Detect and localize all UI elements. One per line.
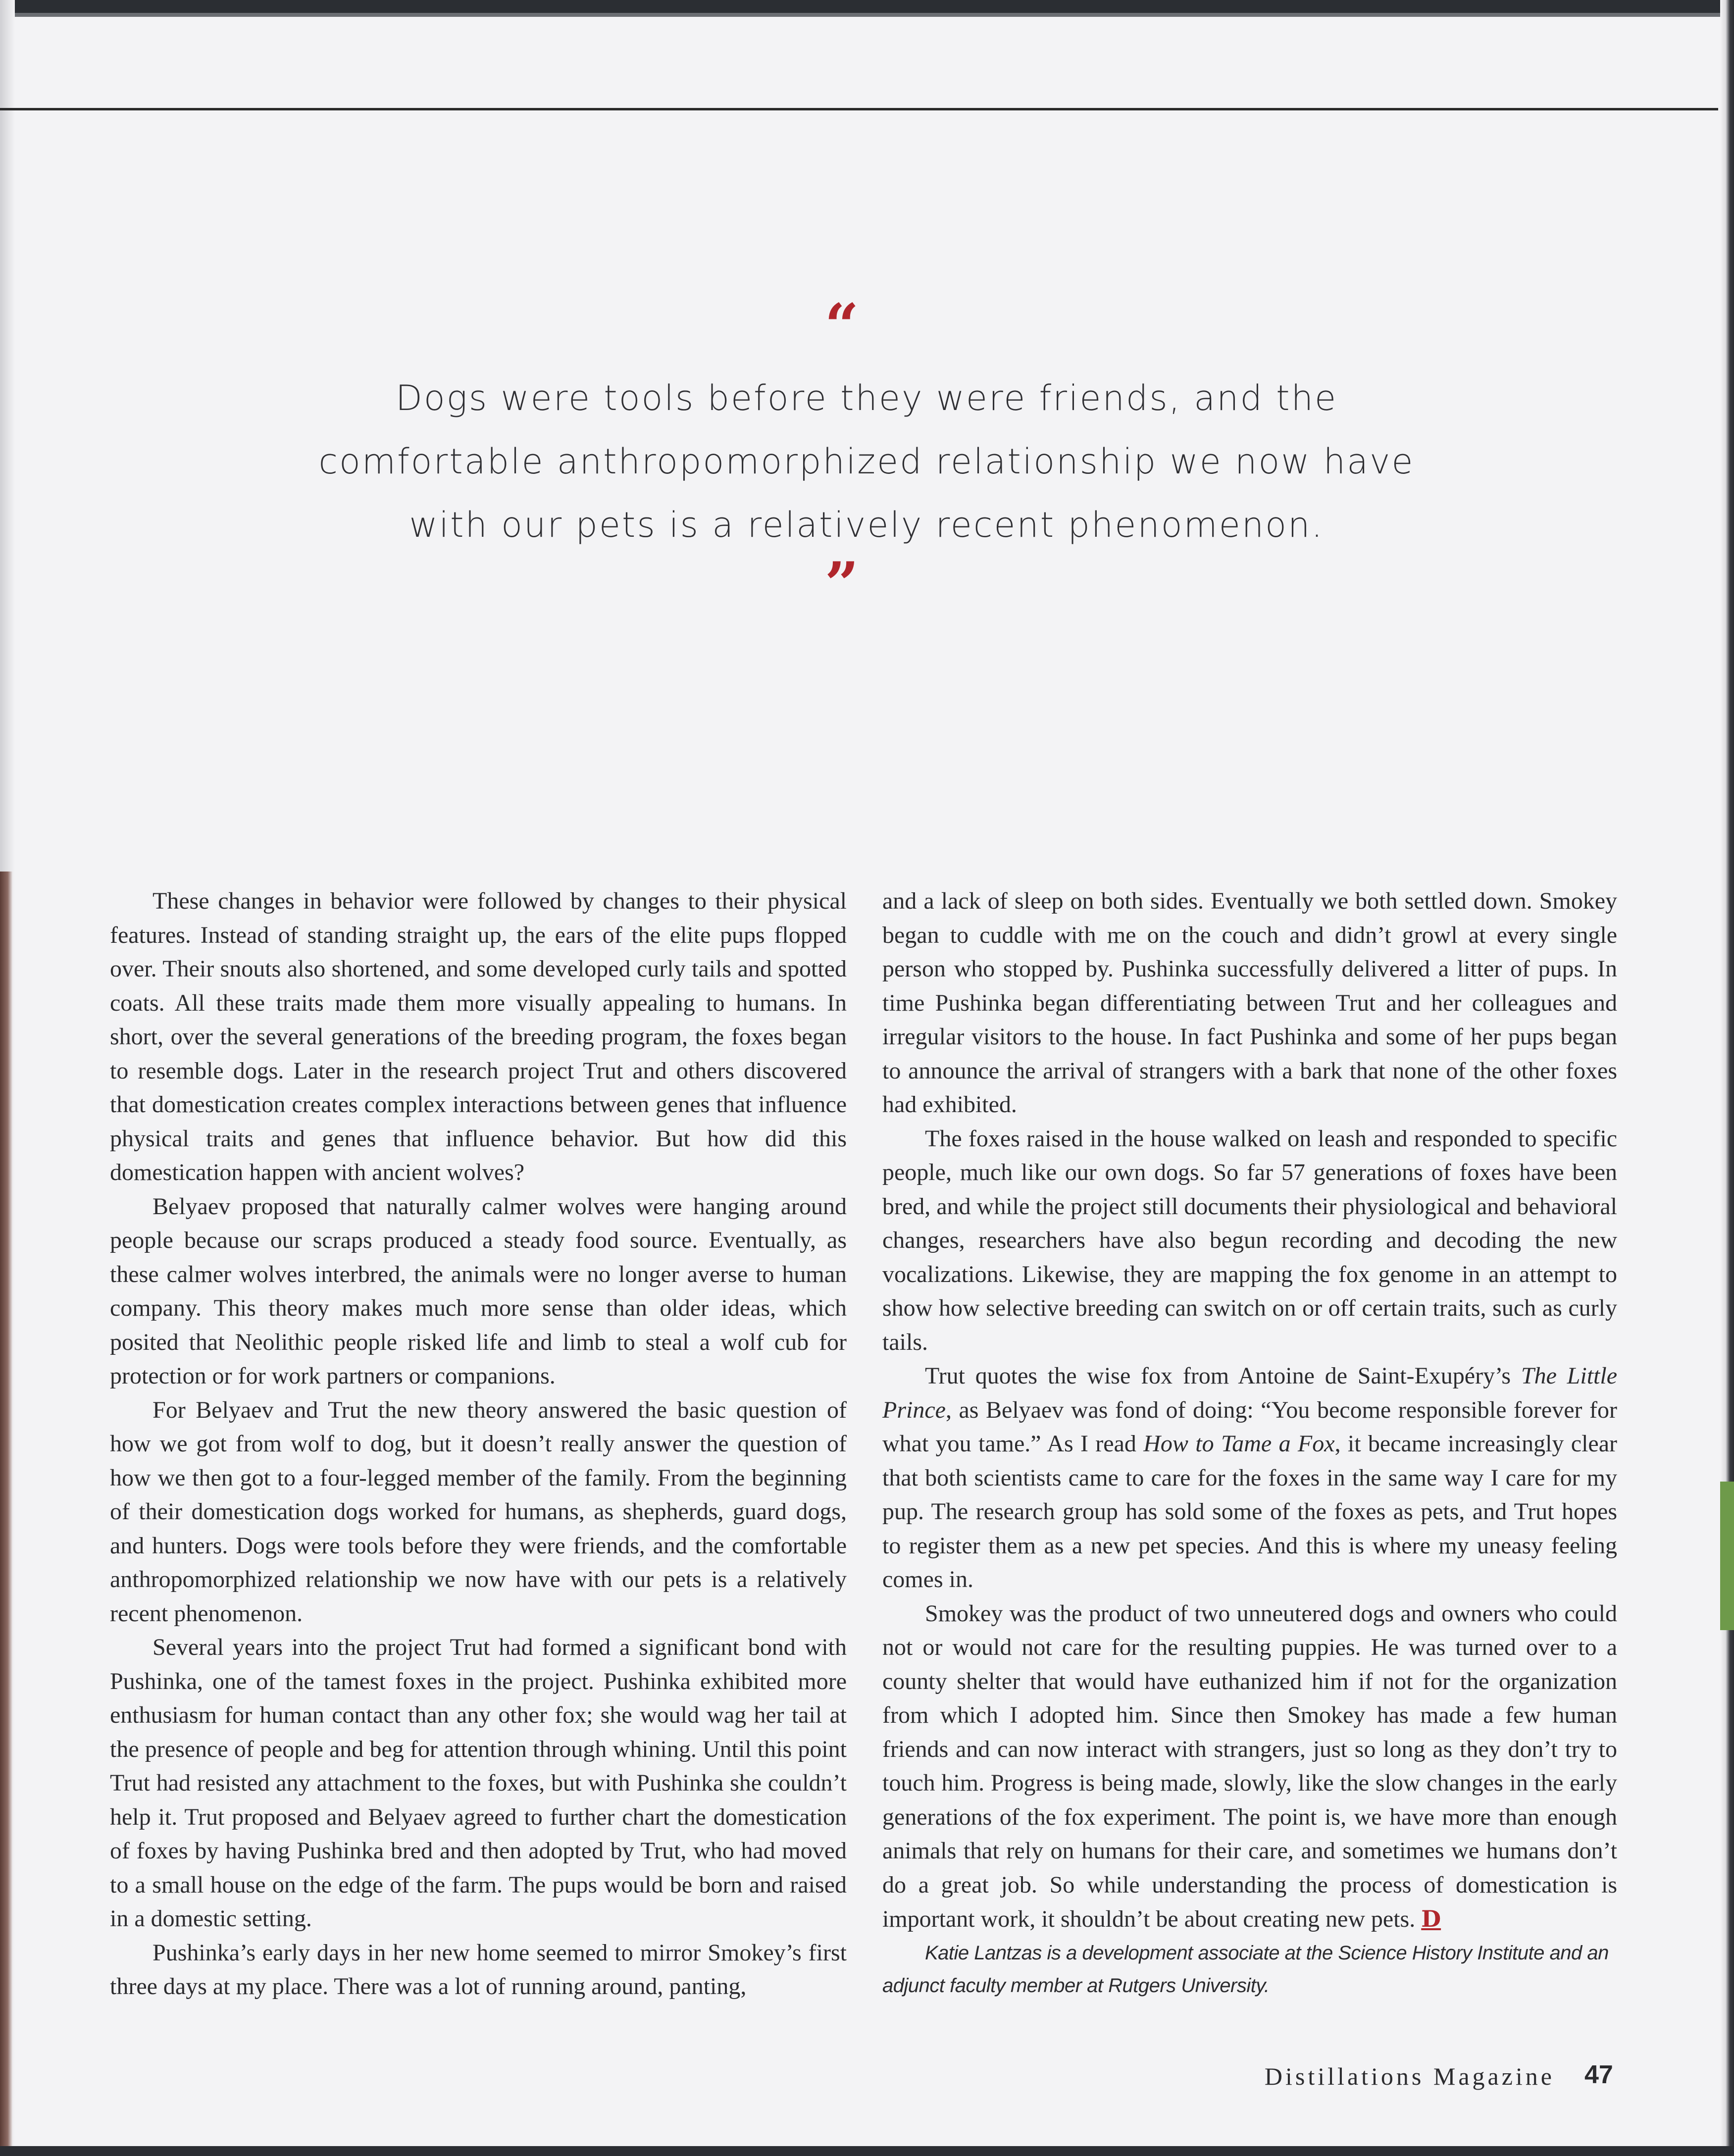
- text-run: Smokey was the product of two unneutered dogs and owners who could not or would not care for the resulting puppies. He was turned over to a county shelter that would have euthanized him if not for the organization from which I adopted him. Since then Smokey has made a few human friends and can now interact with strangers, just so long as they don’t try to touch him. Progress is being made, slowly, like the slow changes in the early generations of the fox experiment. The point is, we have more than enough animals that rely on humans for their care, and sometimes we humans don’t do a great job. So while understanding the process of domestication is important work, it shouldn’t be about creating new pets.: [882, 1600, 1617, 1932]
- scan-bottom-edge: [0, 2146, 1734, 2156]
- paragraph-final: [882, 1597, 1617, 1937]
- end-of-article-mark: D: [1421, 1905, 1441, 1932]
- paragraph: For Belyaev and Trut the new theory answered the basic question of how we got from wolf to dog, but it doesn’t really answer the question of how we then got to a four-legged member of the family. From the beginning of their domestication dogs worked for humans, as shepherds, guard dogs, and hunters. Dogs were tools before they were friends, and the comfortable anthropomorphized relationship we now have with our pets is a relatively recent phenomenon.: [110, 1396, 847, 1627]
- text-run: , as Belyaev was fond of doing: “You become responsible forever for what you tame.” As I read: [882, 1396, 1617, 1457]
- scan-top-edge: [0, 0, 1734, 13]
- scan-top-edge-shadow: [0, 13, 1734, 17]
- facing-page-sliver: [0, 872, 13, 2156]
- page-tab-marker: [1720, 1482, 1734, 1630]
- pull-quote: Dogs were tools before they were friends, and the comfortable anthropomorphized relationship we now have with our pets is a relatively recent phenomenon.: [318, 378, 1415, 545]
- paragraph: Several years into the project Trut had formed a significant bond with Pushinka, one of the tamest foxes in the project. Pushinka exhibited more enthusiasm for human contact than any other fox; she would wag her tail at the presence of people and beg for attention through whining. Until this point Trut had resisted any attachment to the foxes, but with Pushinka she couldn’t help it. Trut proposed and Belyaev agreed to further chart the domestication of foxes by having Pushinka bred and then adopted by Trut, who had moved to a small house on the edge of the farm. The pups would be born and raised in a domestic setting.: [110, 1634, 847, 1932]
- paragraph-with-titles: [882, 1359, 1617, 1597]
- text-run: , it became increasingly clear that both scientists came to care for the foxes in the same way I care for my pup. The research group has sold some of the foxes as pets, and Trut hopes to register them as a new pet species. And this is where my uneasy feeling comes in.: [882, 1431, 1618, 1592]
- text-run: Trut quotes the wise fox from Antoine de Saint-Exupéry’s: [925, 1363, 1521, 1389]
- paragraph: Belyaev proposed that naturally calmer wolves were hanging around people because our scraps produced a steady food source. Eventually, as these calmer wolves interbred, the animals were no longer averse to human company. This theory makes much more sense than older ideas, which posited that Neolithic people risked life and limb to steal a wolf cub for protection or for work partners or companions.: [110, 1193, 847, 1389]
- close-quote-mark: ”: [824, 549, 859, 619]
- paragraph: Pushinka’s early days in her new home seemed to mirror Smokey’s first three days at my place. There was a lot of running around, panting,: [110, 1939, 847, 2000]
- book-title: How to Tame a Fox: [1143, 1431, 1335, 1457]
- paragraph: and a lack of sleep on both sides. Eventually we both settled down. Smokey began to cuddle with me on the couch and didn’t growl at every single person who stopped by. Pushinka successfully delivered a litter of pups. In time Pushinka began differentiating between Trut and her colleagues and irregular visitors to the house. In fact Pushinka and some of her pups began to announce the arrival of strangers with a bark that none of the other foxes had exhibited.: [882, 888, 1617, 1118]
- paragraph: These changes in behavior were followed by changes to their physical features. Instead of standing straight up, the ears of the elite pups flopped over. Their snouts also shortened, and some developed curly tails and spotted coats. All these traits made them more visually appealing to humans. In short, over the several generations of the breeding program, the foxes began to resemble dogs. Later in the research project Trut and others discovered that domestication creates complex interactions between genes that influence physical traits and genes that influence behavior. But how did this domestication happen with ancient wolves?: [110, 888, 847, 1185]
- article-column-right: [882, 884, 1617, 2002]
- header-rule: [0, 108, 1718, 110]
- author-bio: Katie Lantzas is a development associate at the Science History Institute and an adjunct faculty member at Rutgers University.: [882, 1942, 1609, 1997]
- paragraph: The foxes raised in the house walked on leash and responded to specific people, much like our own dogs. So far 57 generations of foxes have been bred, and while the project still documents their physiological and behavioral changes, researchers have also begun recording and decoding the new vocalizations. Likewise, they are mapping the fox genome in an attempt to show how selective breeding can switch on or off certain traits, such as curly tails.: [882, 1125, 1617, 1355]
- open-quote-mark: “: [824, 291, 859, 360]
- book-title: The Little Prince: [882, 1363, 1618, 1423]
- scan-right-edge: [1720, 0, 1734, 2156]
- footer-magazine-name: Distillations Magazine: [1264, 2062, 1555, 2090]
- article-column-left: [110, 884, 847, 2004]
- page-number: 47: [1584, 2060, 1613, 2089]
